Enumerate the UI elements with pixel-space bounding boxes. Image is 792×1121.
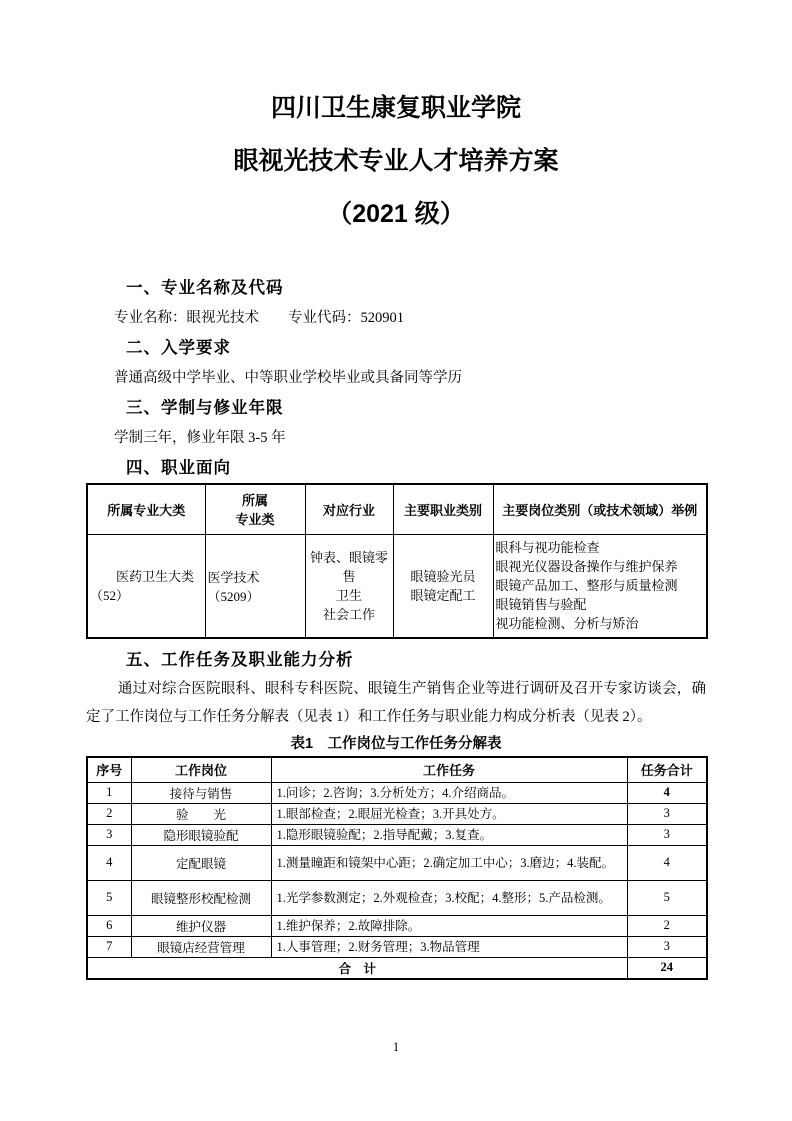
career-header-category (205, 484, 305, 534)
total-row-label: 合 计 (87, 957, 627, 979)
section-body-2: 普通高级中学毕业、中等职业学校毕业或具备同等学历 (114, 370, 462, 386)
section-heading-3: 三、学制与修业年限 (126, 399, 284, 417)
occupation-item: 眼镜定配工 (410, 587, 476, 603)
career-table-header-row (87, 484, 707, 534)
task-breakdown-table (86, 756, 708, 980)
career-table-data-row (87, 534, 707, 638)
position-item: 眼科与视功能检查 (495, 540, 600, 556)
task-header-total: 任务合计 (627, 757, 707, 782)
task-total-row (87, 957, 707, 979)
task-cell-post: 眼镜店经营管理 (131, 936, 271, 957)
task-cell-no: 7 (87, 936, 131, 957)
task-cell-tasks: 1.眼部检查；2.眼屈光检查；3.开具处方。 (271, 803, 627, 824)
task-cell-tasks: 1.测量瞳距和镜架中心距；2.确定加工中心；3.磨边；4.装配。 (271, 845, 627, 880)
task-cell-post: 验 光 (131, 803, 271, 824)
task-cell-post: 接待与销售 (131, 782, 271, 803)
title-line-college: 四川卫生康复职业学院 (270, 94, 521, 122)
task-header-post: 工作岗位 (131, 757, 271, 782)
major-category-code: （52） (90, 587, 130, 603)
task-cell-total: 3 (627, 824, 707, 845)
career-header-positions: 主要岗位类别（或技术领域）举例 (493, 484, 707, 534)
task-cell-tasks: 1.人事管理；2.财务管理；3.物品管理 (271, 936, 627, 957)
task-row (87, 845, 707, 880)
position-item: 眼镜销售与验配 (495, 597, 587, 613)
task-cell-total: 3 (627, 803, 707, 824)
position-item: 视功能检测、分析与矫治 (495, 616, 639, 632)
career-header-occupation: 主要职业类别 (393, 484, 493, 534)
page-number: 1 (392, 1040, 400, 1054)
task-cell-total: 5 (627, 880, 707, 915)
task-row (87, 824, 707, 845)
task-row (87, 936, 707, 957)
section-body-1: 专业名称：眼视光技术 专业代码：520901 (114, 310, 404, 326)
career-cell-positions (493, 534, 707, 638)
task-cell-no: 5 (87, 880, 131, 915)
section-5-paragraph: 通过对综合医院眼科、眼科专科医院、眼镜生产销售企业等进行调研及召开专家访谈会，确定了工作岗位与工作任务分解表（见表 1）和工作任务与职业能力构成分析表（见表 2）。 (86, 681, 706, 725)
task-cell-post: 眼镜整形校配检测 (131, 880, 271, 915)
task-cell-no: 2 (87, 803, 131, 824)
title-line-program: 眼视光技术专业人才培养方案 (233, 147, 559, 175)
section-heading-4: 四、职业面向 (126, 459, 231, 477)
career-cell-major-category (87, 534, 205, 638)
document-title (86, 0, 706, 241)
task-row (87, 915, 707, 936)
position-item: 眼视光仪器设备操作与维护保养 (495, 559, 678, 575)
industry-item: 卫生 (335, 587, 362, 603)
section-heading-5: 五、工作任务及职业能力分析 (126, 651, 354, 669)
career-header-category-line2: 专业类 (235, 512, 275, 528)
task-header-no: 序号 (87, 757, 131, 782)
career-header-industry: 对应行业 (305, 484, 393, 534)
career-orientation-table (86, 483, 708, 639)
task-cell-total: 2 (627, 915, 707, 936)
task-cell-post: 维护仪器 (131, 915, 271, 936)
occupation-item: 眼镜验光员 (410, 568, 476, 584)
title-line-cohort: （2021 级） (327, 200, 465, 228)
career-cell-industries (305, 534, 393, 638)
task-header-tasks: 工作任务 (271, 757, 627, 782)
major-category-name: 医药卫生大类 (116, 568, 195, 584)
task-row (87, 803, 707, 824)
task-row (87, 782, 707, 803)
task-cell-tasks: 1.维护保养；2.故障排除。 (271, 915, 627, 936)
career-header-major-category: 所属专业大类 (87, 484, 205, 534)
task-table-header-row (87, 757, 707, 782)
task-cell-total: 4 (627, 845, 707, 880)
career-header-category-line1: 所属 (241, 493, 268, 509)
task-cell-tasks: 1.隐形眼镜验配；2.指导配戴；3.复查。 (271, 824, 627, 845)
task-table-caption: 表1 工作岗位与工作任务分解表 (290, 736, 502, 752)
section-heading-2: 二、入学要求 (126, 339, 231, 357)
task-cell-tasks: 1.光学参数测定；2.外观检查；3.校配；4.整形；5.产品检测。 (271, 880, 627, 915)
task-cell-total: 4 (627, 782, 707, 803)
section-heading-1: 一、专业名称及代码 (126, 279, 284, 297)
industry-item: 钟表、眼镜零售 (309, 549, 388, 584)
task-cell-no: 1 (87, 782, 131, 803)
task-cell-total: 3 (627, 936, 707, 957)
task-cell-no: 4 (87, 845, 131, 880)
industry-item: 社会工作 (322, 606, 375, 622)
career-cell-occupations (393, 534, 493, 638)
section-body-3: 学制三年，修业年限 3-5 年 (114, 430, 286, 446)
position-item: 眼镜产品加工、整形与质量检测 (495, 578, 678, 594)
task-row (87, 880, 707, 915)
task-cell-tasks: 1.问诊；2.咨询；3.分析处方；4.介绍商品。 (271, 782, 627, 803)
task-cell-no: 3 (87, 824, 131, 845)
total-row-value: 24 (627, 957, 707, 979)
task-cell-no: 6 (87, 915, 131, 936)
task-cell-post: 隐形眼镜验配 (131, 824, 271, 845)
career-cell-category: 医学技术（5209） (205, 534, 305, 638)
task-cell-post: 定配眼镜 (131, 845, 271, 880)
